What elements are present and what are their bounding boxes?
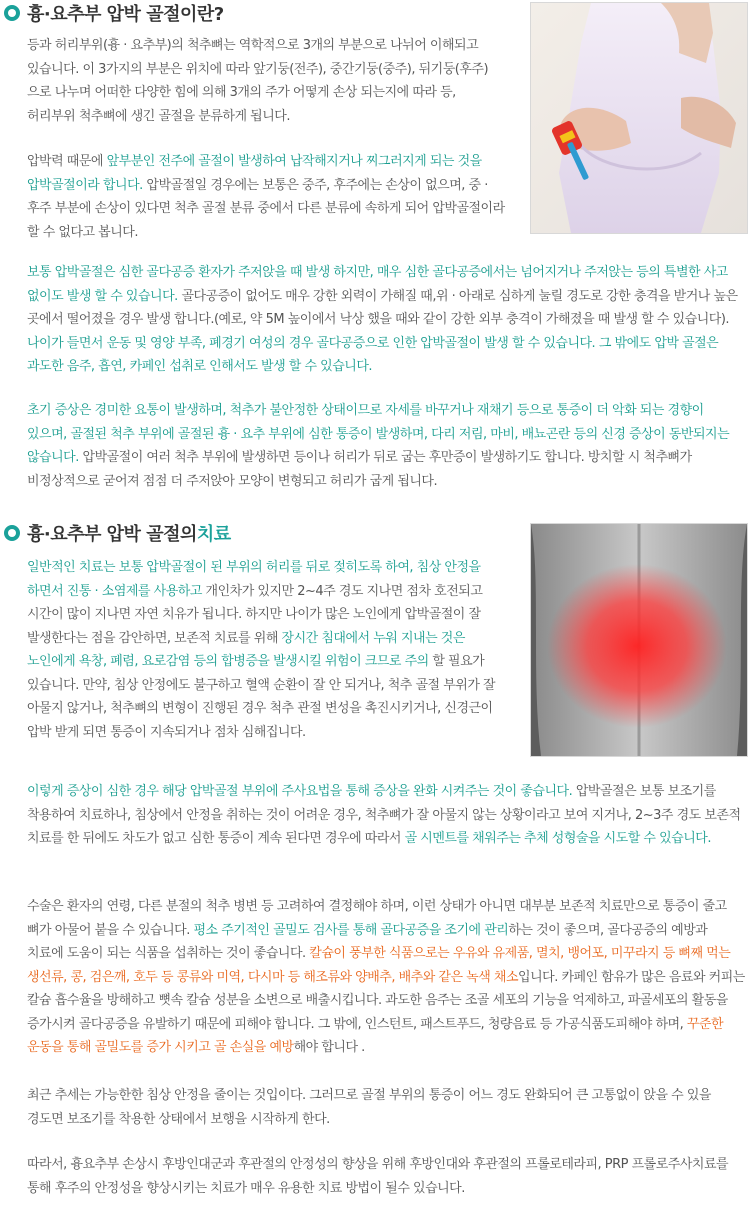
section1-paragraph-2 [27,150,507,244]
text-run: 압박골절이 여러 척추 부위에 발생하면 등이나 허리가 뒤로 굽는 후만증이 발생하기도 합니다. 방치할 시 척추뼈가 비정상적으로 굳어져 점점 더 주저앉아 모양이 변형되고 허리가 굽게 됩니다. [27,450,692,489]
circle-bullet-icon [4,5,20,21]
text-run: 칼슘이 풍부한 식품으로는 우유와 유제품, 멸치, 뱅어포, 미꾸라지 등 뼈째 먹는 생선류, 콩, 검은깨, 호두 등 콩류와 미역, 다시마 등 해조류와 양배추, 배추와 같은 녹색 채소 [27,946,731,985]
section1-title [4,0,224,26]
lower-back-pain-photo [530,523,748,757]
section1-title-text: 흉·요추부 압박 골절이란? [27,4,224,25]
text-run: 골다공증이 없어도 매우 강한 외력이 가해질 때,위 · 아래로 심하게 눌릴 경도로 강한 충격을 받거나 높은 곳에서 떨어졌을 경우 발생 합니다.(예로, 약 5M 높이에서 낙상 했을 때와 같이 강한 외부 충격이 가해졌을 때 발생 할 수 있습니다). [27,288,738,327]
section1-paragraph-4 [27,399,745,493]
text-run: 앞부분인 전주에 골절이 발생하여 납작해지거나 찌그러지게 되는 것을 압박골절이라 합니다. [27,154,482,193]
section2-paragraph-4 [27,1084,745,1131]
text-run: 따라서, 흉요추부 손상시 후방인대군과 후관절의 안정성의 향상을 위해 후방인대와 후관절의 프롤로테라피, PRP 프롤로주사치료를 통해 후주의 안정성을 향상시키는 치료가 매우 유용한 치료 방법이 될수 있습니다. [27,1157,729,1196]
text-run: 골 시멘트를 채워주는 추체 성형술을 시도할 수 있습니다. [404,831,711,846]
text-run: 최근 추세는 가능한한 침상 안정을 줄이는 것입이다. 그러므로 골절 부위의 통증이 어느 경도 완화되어 큰 고통없이 앉을 수 있을 경도면 보조기를 착용한 상태에서 보행을 시작하게 한다. [27,1088,711,1127]
text-run: 일반적인 치료는 보통 압박골절이 된 부위의 허리를 뒤로 젖히도록 하여, 침상 안정을 하면서 진통 · 소염제를 사용하고 [27,560,481,599]
section2-title-text: 흉·요추부 압박 골절의 [27,524,197,545]
text-run: 이렇게 증상이 심한 경우 해당 압박골절 부위에 주사요법을 통해 증상을 완화 시켜주는 것이 좋습니다. [27,784,573,799]
section1-paragraph-3 [27,261,745,379]
section2-paragraph-5 [27,1153,745,1200]
text-run: 개인차가 있지만 2~4주 경도 지나면 점차 호전되고 시간이 많이 지나면 자연 치유가 됩니다. 하지만 나이가 많은 노인에게 압박골절이 잘 발생한다는 점을 감안하면, 보존적 치료를 위해 [27,583,483,646]
text-run: 등과 허리부위(흉 · 요추부)의 척추뼈는 역학적으로 3개의 부분으로 나뉘어 이해되고 있습니다. 이 3가지의 부분은 위치에 따라 앞기둥(전주), 중간기둥(중주), 뒤기둥(후주)으로 나누며 어떠한 다양한 힘에 의해 3개의 주가 어떻게 손상 되는지에 따라 등, 허리부위 척추뼈에 생긴 골절을 분류하게 됩니다. [27,38,489,124]
text-run: 해야 합니다 . [293,1040,365,1055]
text-run: 보통 압박골절은 심한 골다공증 환자가 주저앉을 때 발생 하지만, 매우 심한 골다공증에서는 넘어지거나 주저앉는 등의 특별한 사고 없이도 발생 할 수 있습니다. [27,265,728,304]
lower-back-red-glow-illustration [531,524,747,756]
section1-paragraph-1 [27,34,505,128]
text-run: 수술은 환자의 연령, 다른 분절의 척추 병변 등 고려하여 결정해야 하며, 이런 상태가 아니면 대부분 보존적 치료만으로 통증이 줄고 뼈가 아물어 붙을 수 있습니다. [27,899,727,938]
text-run: 압박골절일 경우에는 보통은 중주, 후주에는 손상이 없으며, 중 · 후주 부분에 손상이 있다면 척추 골절 분류 중에서 다른 분류에 속하게 되어 압박골절이라 할 수 없다고 봅니다. [27,177,505,240]
section2-paragraph-3 [27,895,745,1060]
text-run: 평소 주기적인 골밀도 검사를 통해 골다공증을 조기에 관리 [193,922,509,938]
section2-paragraph-2 [27,780,745,851]
section2-title [4,520,231,546]
text-run: 압박력 때문에 [27,154,107,169]
text-run: 장시간 침대에서 누워 지내는 것은 노인에게 욕창, 폐렴, 요로감염 등의 합병증을 발생시킬 위험이 크므로 주의 [27,630,465,669]
text-run: 초기 증상은 경미한 요통이 발생하며, 척추가 불안정한 상태이므로 자세를 바꾸거나 재채기 등으로 통증이 더 악화 되는 경향이 있으며, 골절된 척추 부위에 골절된 흉 · 요추 부위에 심한 통증이 발생하며, 다리 저림, 마비, 배뇨곤란 등의 신경 증상이 동반되지는 않습니다. [27,403,730,465]
back-pain-hammer-illustration [531,3,747,233]
section2-paragraph-1 [27,556,507,744]
text-run: 할 필요가 있습니다. 만약, 침상 안정에도 불구하고 혈액 순환이 잘 안 되거나, 척추 골절 부위가 잘 아물지 않거나, 척추뼈의 변형이 진행된 경우 척추 관절 변성을 촉진시키거나, 신경근이 압박 받게 되면 통증이 지속되거나 점차 심해집니다. [27,654,496,740]
text-run: 압박골절은 보통 보조기를 착용하여 치료하나, 침상에서 안정을 취하는 것이 어려운 경우, 척추뼈가 잘 아물지 않는 상황이라고 보여 지거나, 2~3주 경도 보존적 치료를 한 뒤에도 차도가 없고 심한 통증이 계속 된다면 경우에 따라서 [27,784,741,846]
circle-bullet-icon [4,525,20,541]
text-run: 하는 것이 좋으며, 골다공증의 예방과 치료에 도움이 되는 식품을 섭취하는 것이 좋습니다. [27,922,708,961]
text-run: 꾸준한 운동을 통해 골밀도를 증가 시키고 골 손실을 예방 [27,1016,724,1055]
section2-title-highlight: 치료 [196,524,231,545]
back-pain-hammer-photo [530,2,748,234]
text-run: 나이가 들면서 운동 및 영양 부족, 폐경기 여성의 경우 골다공증으로 인한 압박골절이 발생 할 수 있습니다. 그 밖에도 압박 골절은 과도한 음주, 흡연, 카페인 섭취로 인해서도 발생 할 수 있습니다. [27,335,719,374]
text-run: 입니다. 카페인 함유가 많은 음료와 커피는 칼슘 흡수율을 방해하고 뼛속 칼슘 성분을 소변으로 배출시킵니다. 과도한 음주는 조골 세포의 기능을 억제하고, 파골세포의 활동을 증가시켜 골다공증을 유발하기 때문에 피해야 합니다. 그 밖에, 인스턴트, 패스트푸드, 청량음료 등 가공식품도피해야 하며, [27,969,745,1032]
